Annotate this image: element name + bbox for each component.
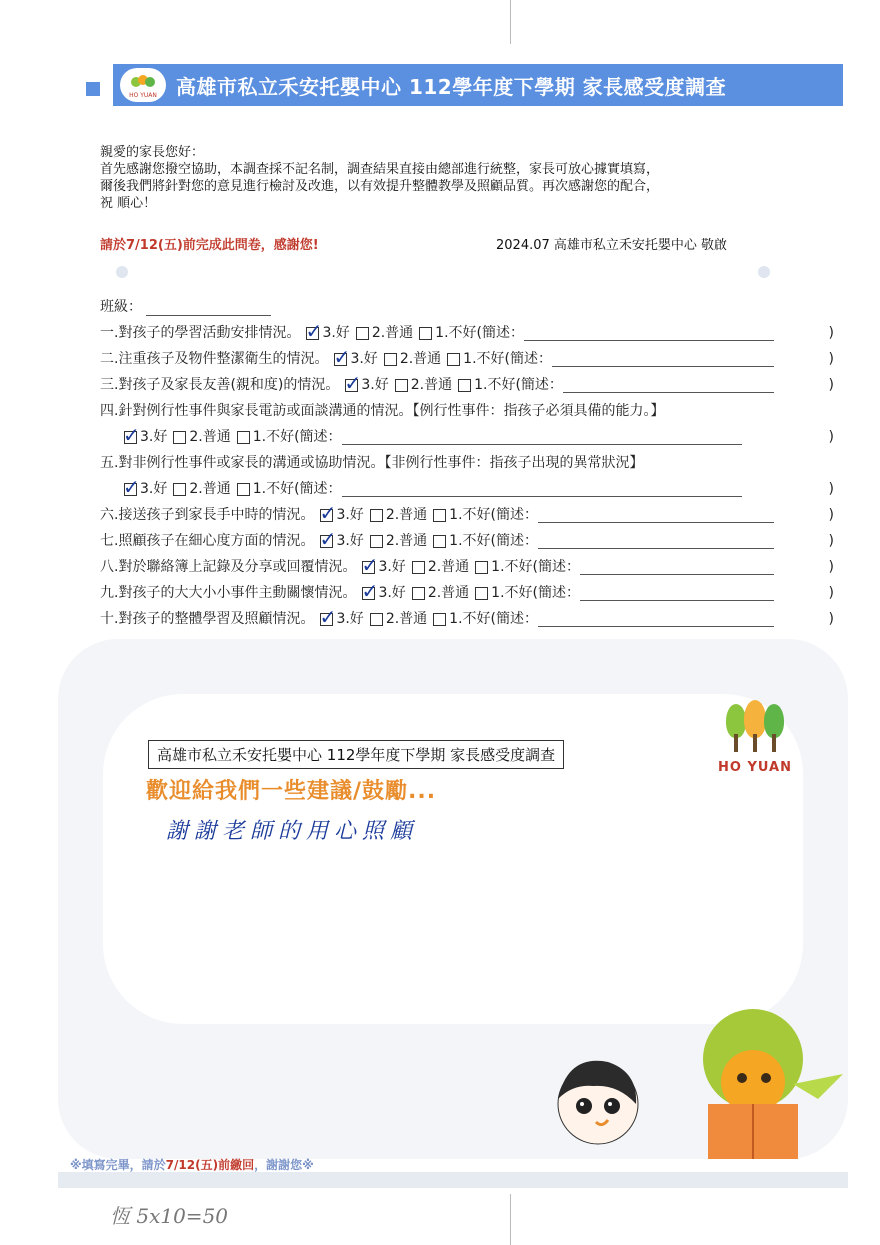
checkbox[interactable]: [475, 587, 488, 600]
handwritten-feedback: 謝謝老師的用心照顧: [166, 819, 419, 844]
option-normal[interactable]: [173, 481, 230, 497]
comment-blank[interactable]: [524, 326, 774, 341]
intro-line-1: 首先感謝您撥空協助，本調查採不記名制，調查結果直接由總部進行統整，家長可放心據實填寫，: [100, 162, 660, 177]
question-row: 三.對孩子及家長友善(親和度)的情況。 ✓ 3.好 2.普通 1.不好(簡述： ): [100, 370, 834, 395]
option-normal[interactable]: [173, 429, 230, 445]
option-bad[interactable]: [447, 351, 552, 367]
comment-blank[interactable]: [580, 586, 774, 601]
class-label: 班級：: [100, 299, 142, 315]
kid-reading-illustration: [698, 1004, 848, 1164]
handwritten-score: 恆 5x10=50: [110, 1204, 229, 1228]
deadline-notice: 請於7/12(五)前完成此問卷，感謝您!: [100, 238, 319, 253]
question-text: 二.注重孩子及物件整潔衛生的情況。: [100, 351, 329, 367]
option-label: 1.不好(簡述：: [463, 351, 552, 367]
checkbox[interactable]: [433, 613, 446, 626]
survey-page: [58, 44, 848, 1194]
header-square-left: [86, 82, 100, 96]
checkbox[interactable]: [305, 318, 323, 343]
feedback-heading: 歡迎給我們一些建議/鼓勵...: [146, 779, 437, 804]
tree-trunk: [734, 734, 738, 752]
question-text: 四.針對例行性事件與家長電訪或面談溝通的情況。【例行性事件：指孩子必須具備的能力。】: [100, 403, 665, 419]
question-text: 五.對非例行性事件或家長的溝通或協助情況。【非例行性事件：指孩子出現的異常狀況】: [100, 455, 644, 471]
option-good[interactable]: [319, 526, 364, 551]
check-mark-icon: ✓: [344, 370, 362, 395]
checkbox[interactable]: [319, 526, 337, 551]
logo-icon: [120, 68, 166, 102]
checkbox[interactable]: [319, 500, 337, 525]
option-label: 1.不好(簡述：: [449, 533, 538, 549]
option-label: 3.好: [336, 611, 364, 627]
option-label: 2.普通: [399, 351, 442, 367]
header-square-right: [804, 82, 818, 96]
option-bad[interactable]: [237, 429, 342, 445]
intro-closing: 祝 順心！: [100, 196, 157, 211]
intro-line-2: 爾後我們將針對您的意見進行檢討及改進，以有效提升整體教學及照顧品質。再次感謝您的配合，: [100, 179, 660, 194]
checkbox[interactable]: [395, 379, 408, 392]
comment-blank[interactable]: [538, 534, 774, 549]
option-normal[interactable]: [384, 351, 441, 367]
checkbox[interactable]: [237, 431, 250, 444]
option-bad[interactable]: [433, 611, 538, 627]
option-label: 1.不好(簡述：: [435, 325, 524, 341]
option-label: 2.普通: [427, 585, 470, 601]
signature: 2024.07 高雄市私立禾安托嬰中心 敬啟: [496, 238, 728, 253]
checkbox[interactable]: [458, 379, 471, 392]
option-bad[interactable]: [458, 377, 563, 393]
question-row: 八.對於聯絡簿上記錄及分享或回覆情況。 ✓ 3.好 2.普通 1.不好(簡述： ): [100, 552, 834, 577]
option-normal[interactable]: [412, 585, 469, 601]
option-normal[interactable]: [370, 533, 427, 549]
option-bad[interactable]: [433, 533, 538, 549]
checkbox[interactable]: [319, 604, 337, 629]
check-mark-icon: ✓: [319, 604, 337, 629]
option-label: 2.普通: [385, 611, 428, 627]
tree-icon: [744, 700, 766, 738]
option-label: 1.不好(簡述：: [449, 507, 538, 523]
option-bad[interactable]: [433, 507, 538, 523]
option-label: 1.不好(簡述：: [474, 377, 563, 393]
option-normal[interactable]: [395, 377, 452, 393]
option-label: 2.普通: [385, 533, 428, 549]
check-mark-icon: ✓: [123, 474, 140, 499]
option-label: 1.不好(簡述：: [449, 611, 538, 627]
page-title: 高雄市私立禾安托嬰中心 112學年度下學期 家長感受度調查: [176, 75, 727, 99]
class-input[interactable]: [146, 299, 271, 316]
option-good[interactable]: [344, 370, 389, 395]
question-row: 二.注重孩子及物件整潔衛生的情況。 ✓ 3.好 2.普通 1.不好(簡述： ): [100, 344, 834, 369]
question-text: 九.對孩子的大大小小事件主動關懷情況。: [100, 585, 357, 601]
option-label: 2.普通: [189, 481, 231, 497]
question-text: 三.對孩子及家長友善(親和度)的情況。: [100, 377, 340, 393]
checkbox[interactable]: [419, 327, 432, 340]
decor-dot-right: [758, 266, 770, 278]
checkbox[interactable]: [123, 422, 140, 447]
question-row: [100, 450, 830, 476]
feedback-box-title: 高雄市私立禾安托嬰中心 112學年度下學期 家長感受度調查: [148, 740, 564, 769]
checkbox[interactable]: [370, 535, 383, 548]
option-bad[interactable]: [237, 481, 342, 497]
tree-trunk: [753, 734, 757, 752]
girl-illustration: [538, 1044, 648, 1154]
checkbox[interactable]: [344, 370, 362, 395]
option-label: 3.好: [140, 429, 168, 445]
option-good[interactable]: [123, 474, 168, 499]
tree-icon: [764, 704, 784, 738]
comment-blank[interactable]: [342, 482, 742, 497]
class-row: [100, 294, 830, 320]
checkbox[interactable]: [173, 431, 186, 444]
question-text: 十.對孩子的整體學習及照顧情況。: [100, 611, 315, 627]
checkbox[interactable]: [412, 587, 425, 600]
option-good[interactable]: [123, 422, 168, 447]
option-label: 3.好: [361, 377, 389, 393]
checkbox[interactable]: [433, 509, 446, 522]
question-text: 一.對孩子的學習活動安排情況。: [100, 325, 301, 341]
brand-logo-text: HO YUAN: [718, 760, 792, 775]
option-normal[interactable]: [370, 507, 427, 523]
checkbox[interactable]: [412, 561, 425, 574]
check-mark-icon: ✓: [319, 500, 337, 525]
check-mark-icon: ✓: [123, 422, 140, 447]
checkbox[interactable]: [447, 353, 460, 366]
check-mark-icon: ✓: [333, 344, 351, 369]
option-label: 3.好: [140, 481, 168, 497]
question-row: 十.對孩子的整體學習及照顧情況。 ✓ 3.好 2.普通 1.不好(簡述： ): [100, 604, 834, 629]
option-label: 1.不好(簡述：: [491, 559, 580, 575]
question-row: 七.照顧孩子在細心度方面的情況。 ✓ 3.好 2.普通 1.不好(簡述： ): [100, 526, 834, 551]
question-list: [100, 318, 834, 632]
comment-blank[interactable]: [538, 612, 774, 627]
check-mark-icon: ✓: [305, 318, 323, 343]
comment-blank[interactable]: [342, 430, 742, 445]
check-mark-icon: ✓: [361, 578, 379, 603]
option-label: 2.普通: [189, 429, 231, 445]
option-good[interactable]: [361, 578, 406, 603]
comment-blank[interactable]: [538, 508, 774, 523]
question-row: 六.接送孩子到家長手中時的情況。 ✓ 3.好 2.普通 1.不好(簡述： ): [100, 500, 834, 525]
question-row: [100, 398, 830, 424]
option-label: 1.不好(簡述：: [252, 481, 342, 497]
option-normal[interactable]: [356, 325, 413, 341]
checkbox[interactable]: [237, 483, 250, 496]
option-good[interactable]: [319, 604, 364, 629]
question-row: 九.對孩子的大大小小事件主動關懷情況。 ✓ 3.好 2.普通 1.不好(簡述： ): [100, 578, 834, 603]
tree-trunk: [772, 734, 776, 752]
bottom-band: [58, 1172, 848, 1188]
question-text: 六.接送孩子到家長手中時的情況。: [100, 507, 315, 523]
checkbox[interactable]: [370, 509, 383, 522]
option-label: 2.普通: [427, 559, 470, 575]
option-label: 1.不好(簡述：: [491, 585, 580, 601]
checkbox[interactable]: [173, 483, 186, 496]
option-label: 3.好: [350, 351, 378, 367]
option-normal[interactable]: [370, 611, 427, 627]
comment-blank[interactable]: [563, 378, 774, 393]
question-options-row: ✓ 3.好 2.普通 1.不好(簡述： ): [123, 474, 834, 499]
checkbox[interactable]: [384, 353, 397, 366]
check-mark-icon: ✓: [361, 552, 379, 577]
option-bad[interactable]: [419, 325, 524, 341]
checkbox[interactable]: [356, 327, 369, 340]
checkbox[interactable]: [361, 552, 379, 577]
option-normal[interactable]: [412, 559, 469, 575]
checkbox[interactable]: [361, 578, 379, 603]
decor-dot-left: [116, 266, 128, 278]
option-label: 2.普通: [410, 377, 453, 393]
option-label: 3.好: [336, 533, 364, 549]
option-label: 3.好: [336, 507, 364, 523]
comment-blank[interactable]: [580, 560, 774, 575]
checkbox[interactable]: [475, 561, 488, 574]
option-bad[interactable]: [475, 585, 580, 601]
option-label: 3.好: [378, 559, 406, 575]
greeting: 親愛的家長您好：: [100, 145, 205, 160]
option-label: 3.好: [322, 325, 350, 341]
option-label: 2.普通: [371, 325, 414, 341]
tree-icon: [726, 704, 746, 738]
intro-text: [100, 144, 835, 212]
option-label: 1.不好(簡述：: [252, 429, 342, 445]
checkbox[interactable]: [370, 613, 383, 626]
option-good[interactable]: [319, 500, 364, 525]
option-label: 3.好: [378, 585, 406, 601]
question-row: 一.對孩子的學習活動安排情況。 ✓ 3.好 2.普通 1.不好(簡述： ): [100, 318, 834, 343]
survey-form: [100, 294, 834, 632]
question-text: 七.照顧孩子在細心度方面的情況。: [100, 533, 315, 549]
option-good[interactable]: [361, 552, 406, 577]
option-label: 2.普通: [385, 507, 428, 523]
question-text: 八.對於聯絡簿上記錄及分享或回覆情況。: [100, 559, 357, 575]
footer-note: ※填寫完畢，請於7/12(五)前繳回，謝謝您※: [70, 1158, 314, 1172]
checkbox[interactable]: [433, 535, 446, 548]
option-good[interactable]: [305, 318, 350, 343]
checkbox[interactable]: [123, 474, 140, 499]
question-options-row: ✓ 3.好 2.普通 1.不好(簡述： ): [123, 422, 834, 447]
logo-text: HO YUAN: [129, 92, 157, 99]
option-good[interactable]: [333, 344, 378, 369]
checkbox[interactable]: [333, 344, 351, 369]
comment-blank[interactable]: [552, 352, 774, 367]
option-bad[interactable]: [475, 559, 580, 575]
check-mark-icon: ✓: [319, 526, 337, 551]
